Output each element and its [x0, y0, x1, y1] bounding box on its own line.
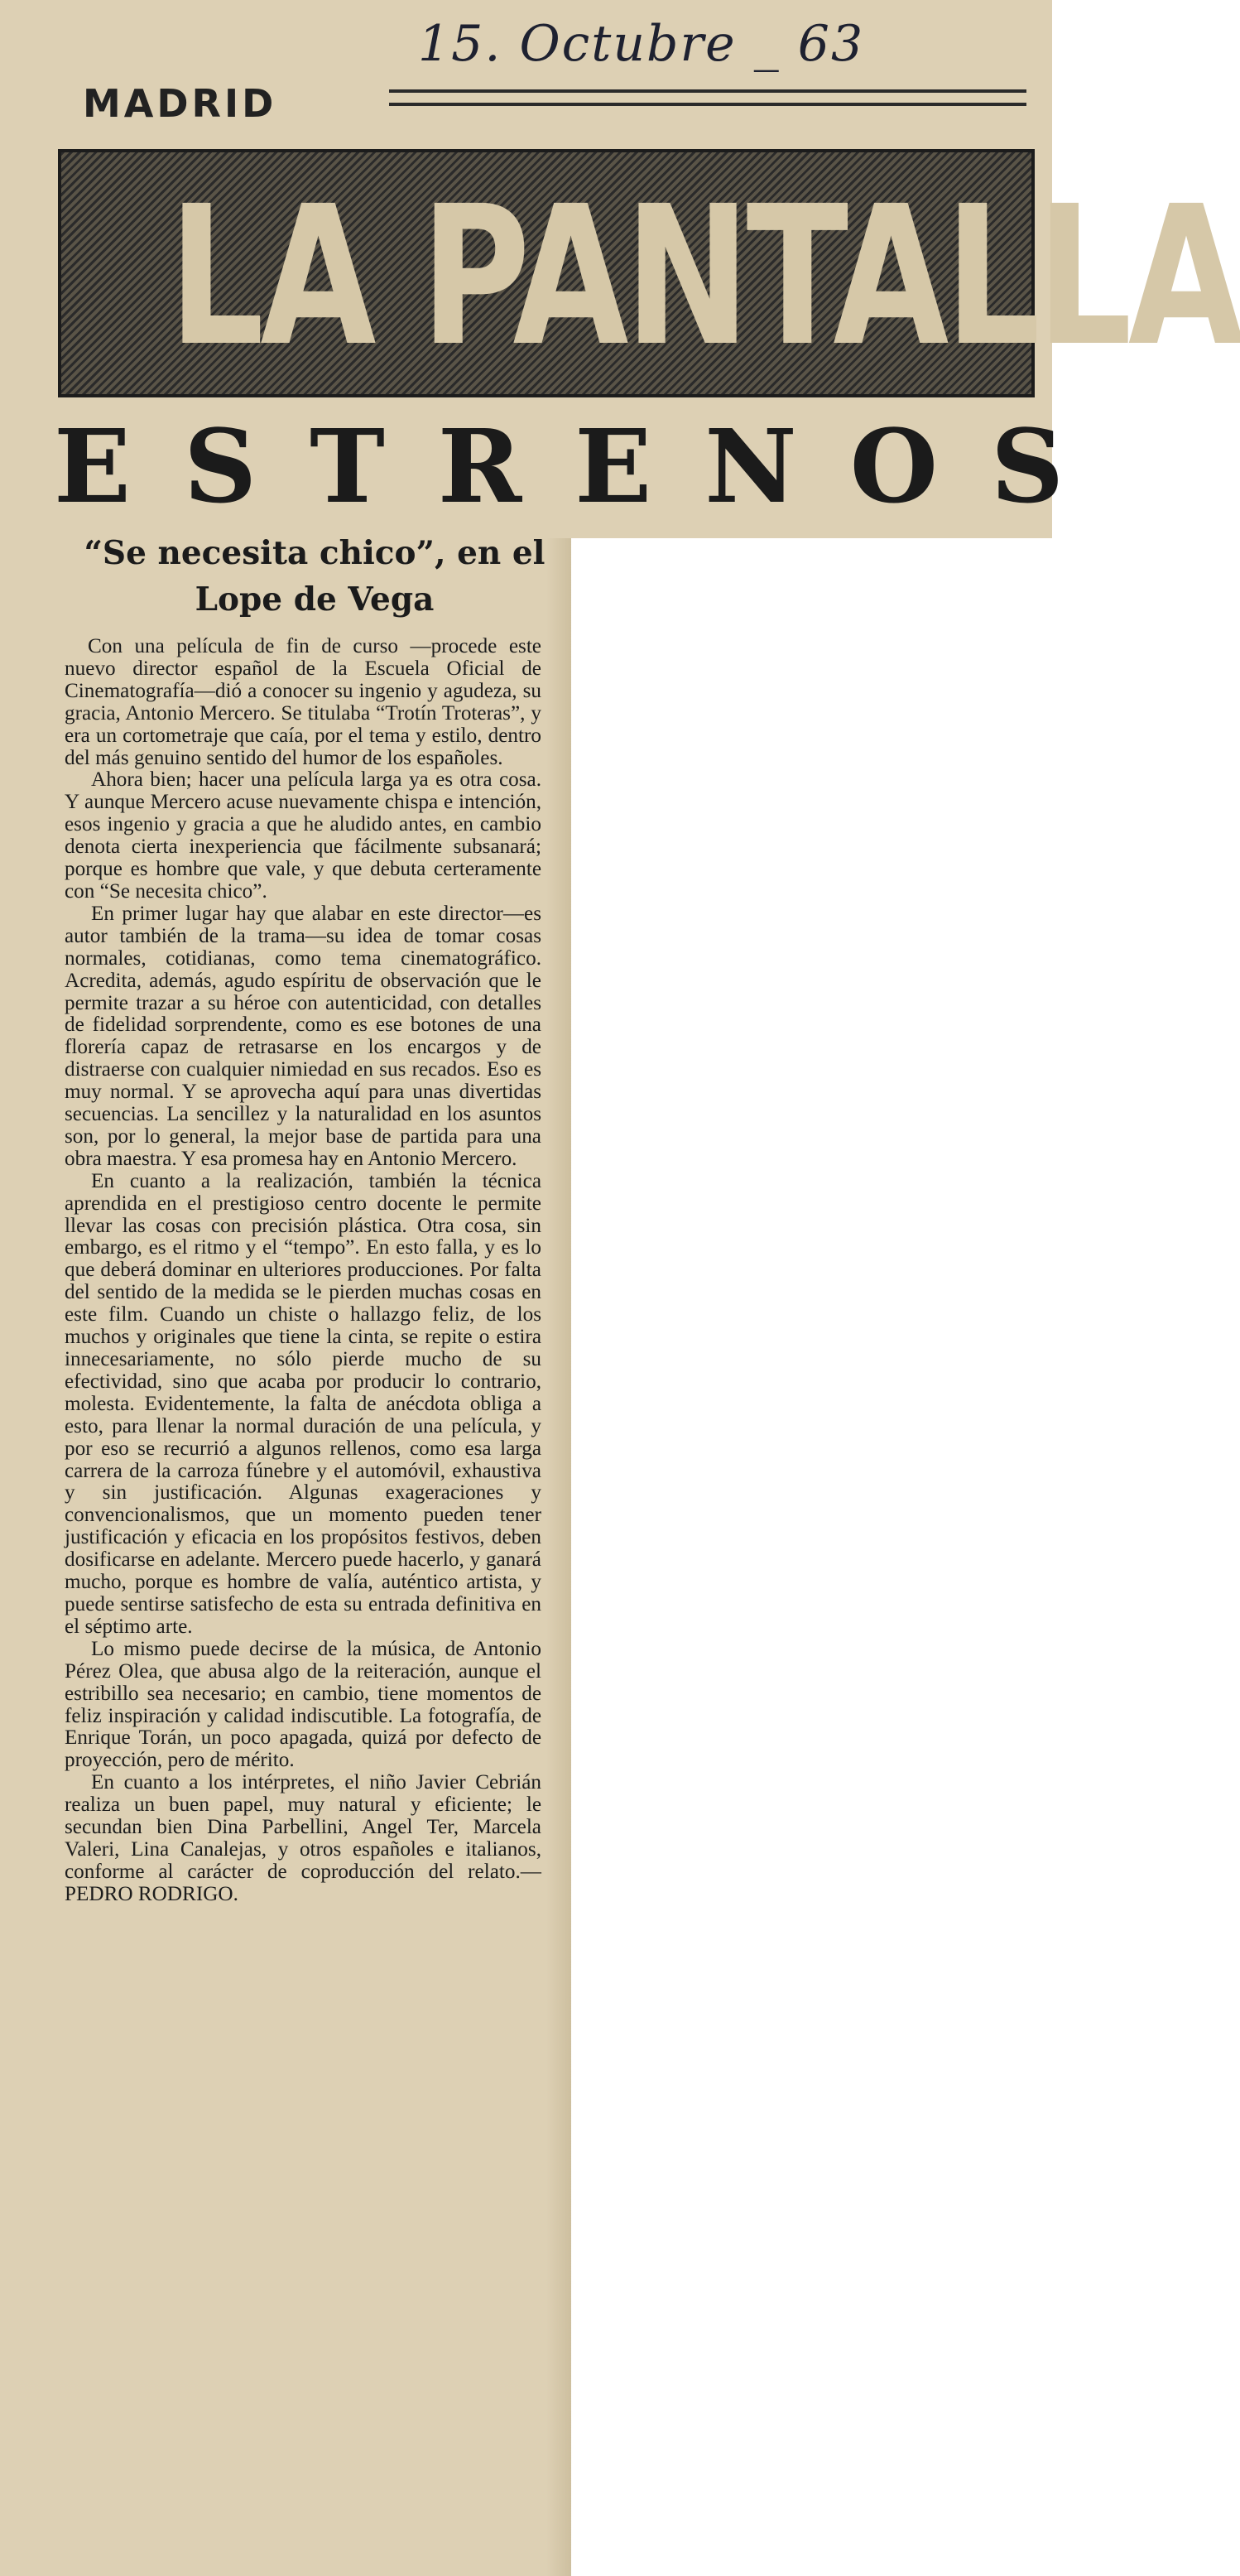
article-paragraph: En primer lugar hay que alabar en este director—es autor también de la trama—su idea de tomar cosas normales, cotidianas, como tema cinematográfico. Acredita, además, agudo espíritu de observación que le permite trazar a su héroe con autenticidad, con detalles de fidelidad sorprendente, como es ese botones de una florería capaz de retrasarse en los encargos y de distraerse con cualquier nimiedad en sus recados. Eso es muy normal. Y se aprovecha aquí para unas divertidas secuencias. La sencillez y la naturalidad en los asuntos son, por lo general, la mejor base de partida para una obra maestra. Y esa promesa hay en Antonio Mercero.: [65, 902, 541, 1170]
article-paragraph: Con una película de fin de curso —procede este nuevo director español de la Escuela Oficial de Cinematografía—dió a conocer su ingenio y agudeza, su gracia, Antonio Mercero. Se titulaba “Trotín Troteras”, y era un cortometraje que caía, por el tema y estilo, dentro del más genuino sentido del humor de los españoles.: [65, 635, 541, 769]
category-heading: ESTRENOS: [54, 407, 1117, 526]
article-paragraph: Lo mismo puede decirse de la música, de Antonio Pérez Olea, que abusa algo de la reiteración, aunque el estribillo sea necesario; en cambio, tiene momentos de feliz inspiración y calidad indiscutible. La fotografía, de Enrique Torán, un poco apagada, quizá por defecto de proyección, pero de mérito.: [65, 1637, 541, 1772]
section-name: MADRID: [83, 81, 277, 126]
article-body: [65, 636, 541, 1906]
banner-title: LA PANTALLA: [168, 165, 1240, 388]
banner-masthead: [58, 149, 1240, 397]
article-headline: [83, 530, 546, 623]
clipping-paper-edge: [546, 538, 571, 2576]
article-paragraph: Ahora bien; hacer una película larga ya es otra cosa. Y aunque Mercero acuse nuevamente chispa e intención, esos ingenio y gracia a que he aludido antes, en cambio denota cierta inexperiencia que fácilmente subsanará; porque es hombre que vale, y que debuta certeramente con “Se necesita chico”.: [65, 768, 541, 903]
header-rule-bottom: [389, 103, 1026, 106]
header-rule-top: [389, 89, 1026, 93]
headline-line-1: “Se necesita chico”, en el: [84, 534, 546, 572]
article-paragraph: En cuanto a los intérpretes, el niño Javier Cebrián realiza un buen papel, muy natural y eficiente; le secundan bien Dina Parbellini, Angel Ter, Marcela Valeri, Lina Canalejas, y otros españoles e italianos, conforme al carácter de coproducción del relato.—PEDRO RODRIGO.: [65, 1771, 541, 1905]
headline-line-2: Lope de Vega: [195, 580, 435, 619]
handwritten-date: 15. Octubre _ 63: [418, 15, 865, 73]
article-paragraph: En cuanto a la realización, también la técnica aprendida en el prestigioso centro docente le permite llevar las cosas con precisión plástica. Otra cosa, sin embargo, es el ritmo y el “tempo”. En esto falla, y es lo que deberá dominar en ulteriores producciones. Por falta del sentido de la medida se le pierden muchas cosas en este film. Cuando un chiste o hallazgo feliz, de los muchos y originales que tiene la cinta, se repite o estira innecesariamente, no sólo pierde mucho de su efectividad, sino que acaba por producir lo contrario, molesta. Evidentemente, la falta de anécdota obliga a esto, para llenar la normal duración de una película, y por eso se recurrió a algunos rellenos, como esa larga carrera de la carroza fúnebre y el automóvil, exhaustiva y sin justificación. Algunas exageraciones y convencionalismos, que un momento pueden tener justificación y eficacia en los propósitos festivos, deben dosificarse en adelante. Mercero puede hacerlo, y ganará mucho, porque es hombre de valía, auténtico artista, y puede sentirse satisfecho de esta su entrada definitiva en el séptimo arte.: [65, 1169, 541, 1638]
